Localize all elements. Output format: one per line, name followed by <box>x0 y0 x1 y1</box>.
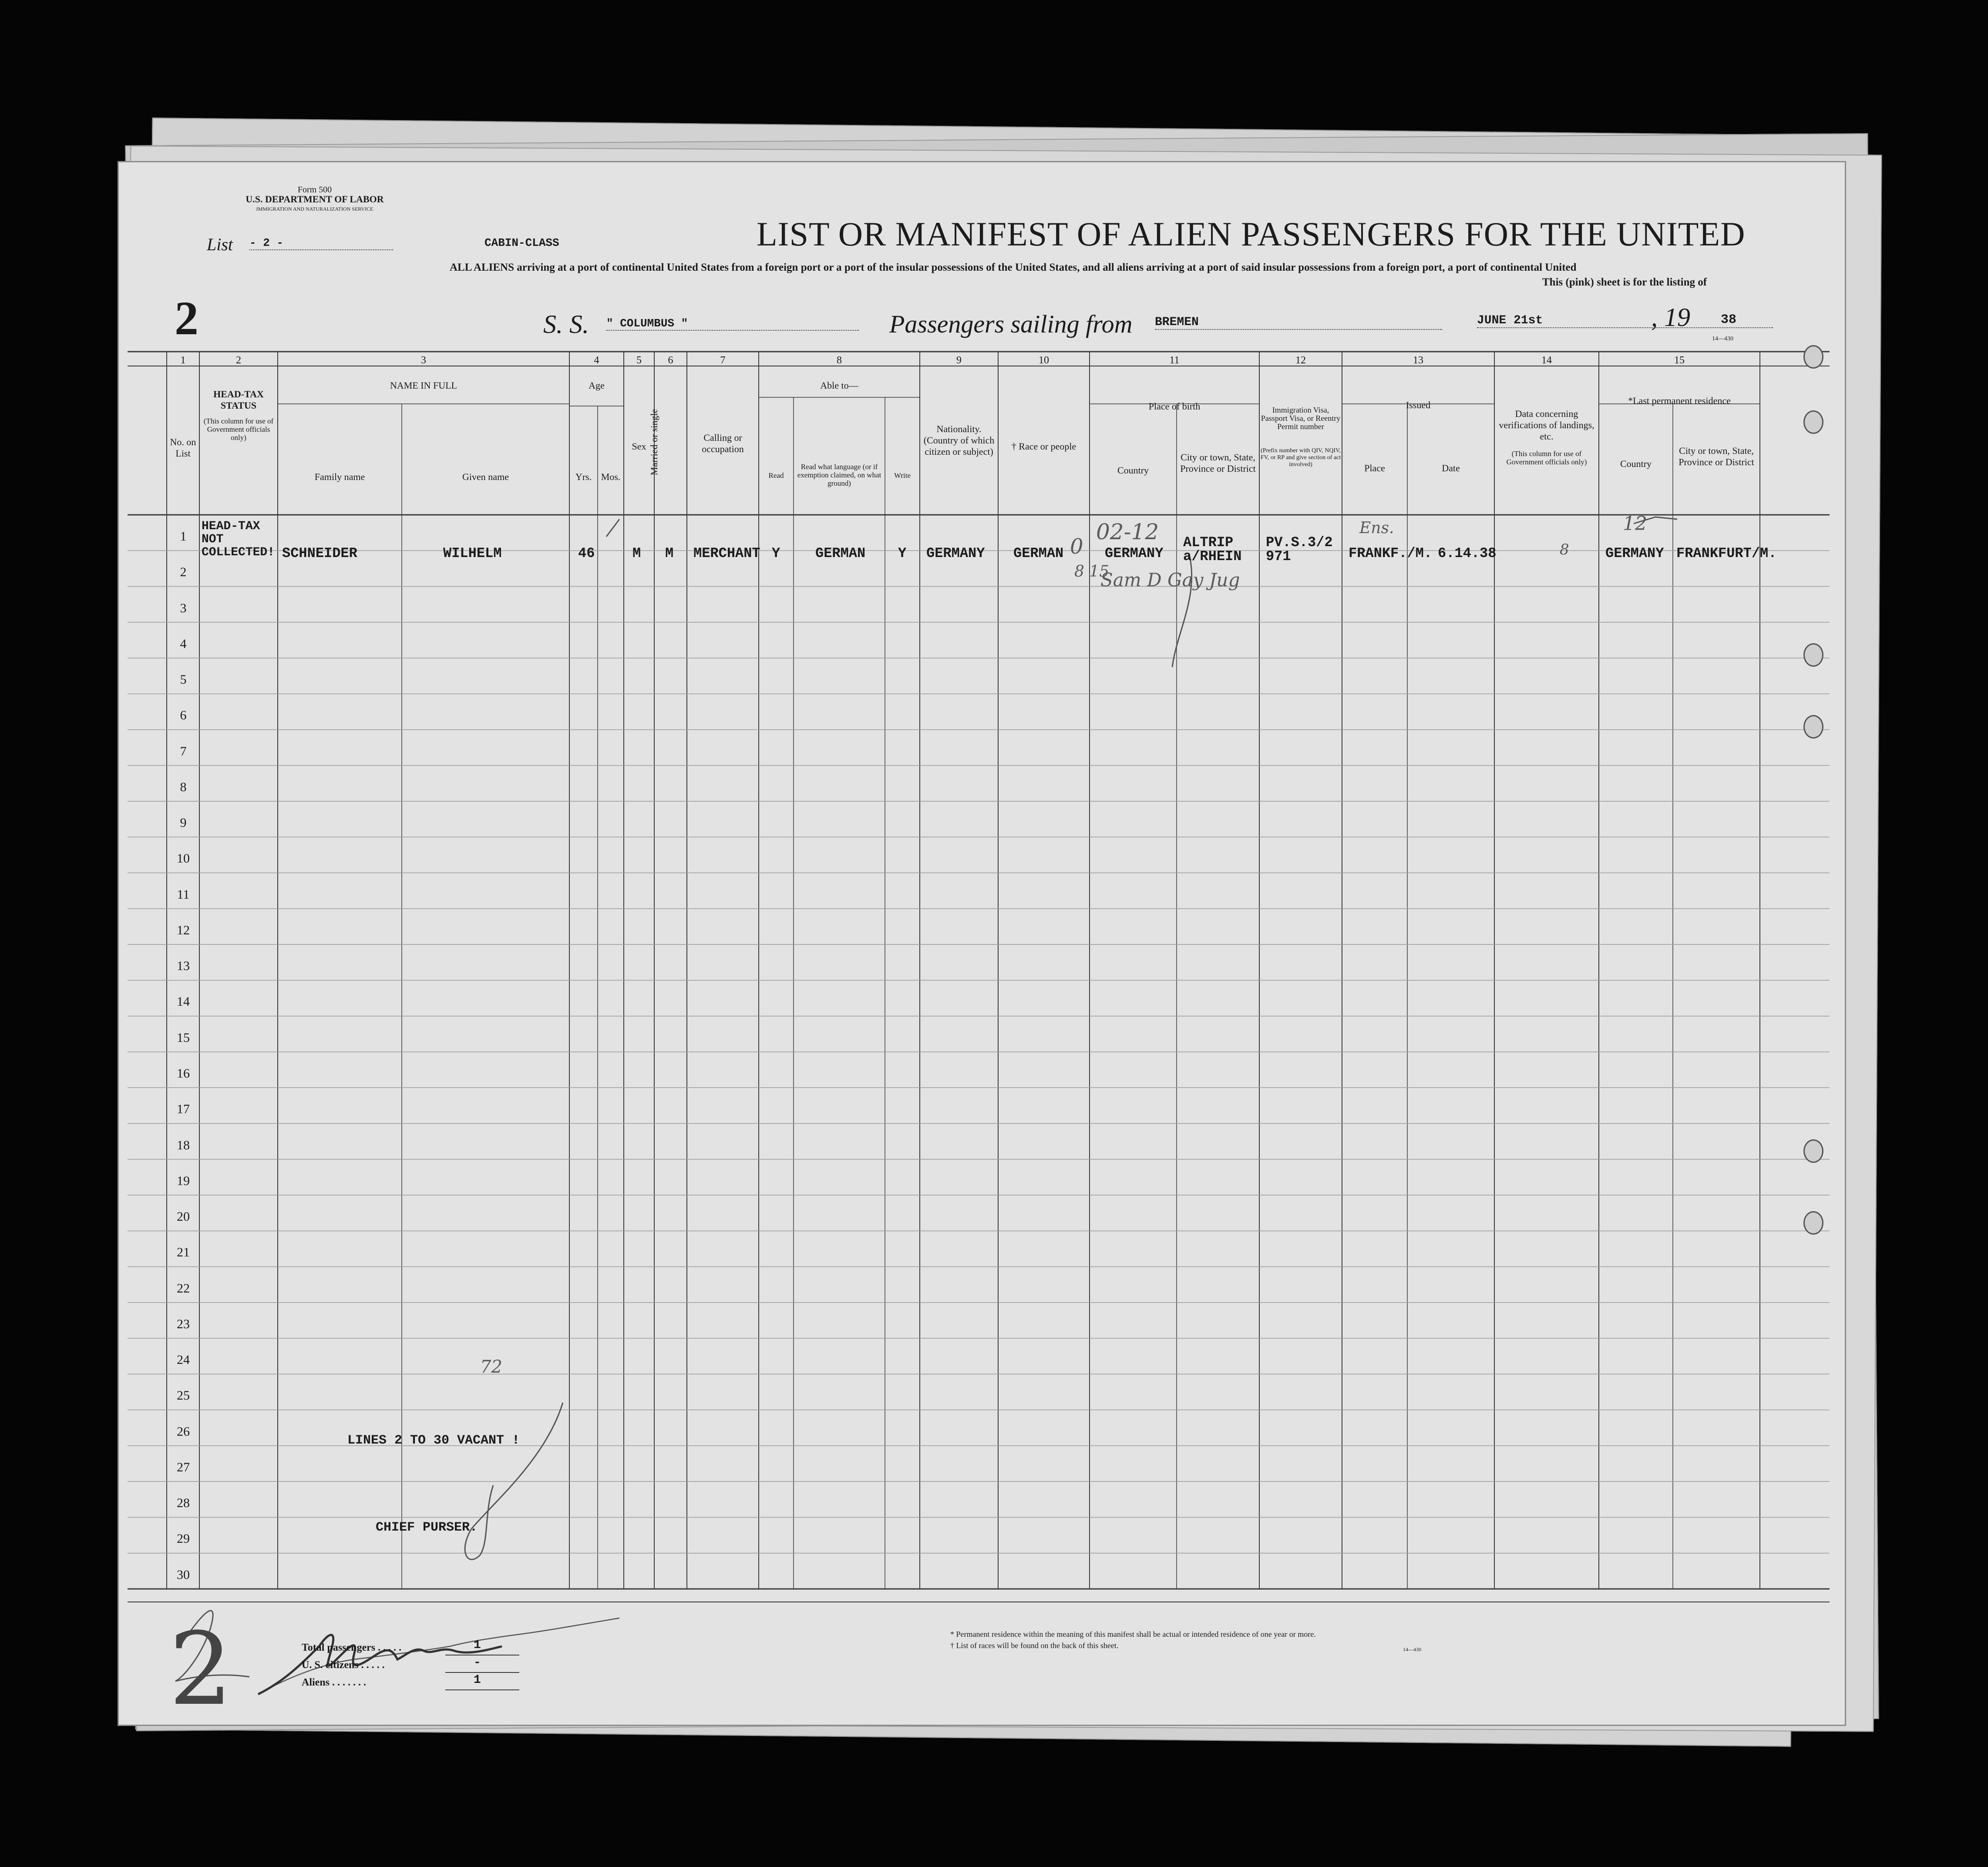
hdr-sex: Sex <box>632 441 646 452</box>
hdr-name-in-full: NAME IN FULL <box>390 380 457 391</box>
entry-race: GERMAN <box>1013 545 1064 561</box>
head-tax-line-3: COLLECTED! <box>202 546 275 559</box>
entry-nationality: GERMANY <box>926 545 985 561</box>
department: U.S. DEPARTMENT OF LABOR <box>246 194 384 205</box>
aliens-value: 1 <box>474 1673 481 1687</box>
cabin-class: CABIN-CLASS <box>484 236 559 249</box>
page-mark: 2 <box>175 292 198 345</box>
hdr-last-residence: *Last permanent residence <box>1628 395 1731 406</box>
manifest-subtitle-2: This (pink) sheet is for the listing of <box>1542 276 1707 288</box>
hdr-visa-note: (Prefix number with QIV, NQIV, FV, or RP and give section of act involved) <box>1260 447 1341 468</box>
row-number: 29 <box>177 1531 190 1546</box>
sailing-date: JUNE 21st <box>1477 314 1773 328</box>
manifest-sheet <box>118 161 1846 1726</box>
ship-name: " COLUMBUS " <box>606 317 859 331</box>
hdr-nationality: Nationality. (Country of which citizen or subject) <box>923 423 995 457</box>
entry-language: GERMAN <box>815 545 866 561</box>
head-tax-line-1: HEAD-TAX <box>202 520 260 533</box>
footnote-code: 14—430 <box>1403 1646 1421 1652</box>
binder-hole-5 <box>1803 1139 1823 1163</box>
row-number: 2 <box>180 565 187 580</box>
row-number: 21 <box>177 1245 190 1260</box>
row-number: 27 <box>177 1460 190 1474</box>
row-number: 7 <box>180 744 187 759</box>
col-num-14: 14 <box>1541 355 1552 366</box>
hdr-calling: Calling or occupation <box>702 432 744 454</box>
row-number: 24 <box>177 1353 190 1367</box>
binder-hole-6 <box>1803 1211 1823 1235</box>
birth-city-line-2: a/RHEIN <box>1183 548 1242 564</box>
birth-city-line-1: ALTRIP <box>1183 534 1234 551</box>
hand-815: 8 15 <box>1074 563 1110 581</box>
entry-age: 46 <box>578 545 595 561</box>
binder-hole-3 <box>1803 643 1823 667</box>
hdr-data-concerning: Data concerning verifications of landings, etc. <box>1499 408 1594 442</box>
vacant-lines-note: LINES 2 TO 30 VACANT ! <box>347 1433 520 1448</box>
entry-birth-city <box>1183 536 1241 564</box>
row-number: 25 <box>177 1388 190 1403</box>
row-number: 9 <box>180 816 187 830</box>
port-of-departure: BREMEN <box>1155 316 1442 330</box>
row-number: 30 <box>177 1567 190 1582</box>
col-num-2: 2 <box>236 355 241 366</box>
col-num-6: 6 <box>668 355 673 366</box>
hdr-race: † Race or people <box>1011 441 1076 452</box>
list-label: List <box>207 235 233 254</box>
visa-line-1: PV.S.3/2 <box>1266 534 1333 551</box>
hdr-res-city: City or town, State, Province or District <box>1679 445 1754 467</box>
entry-res-city: FRANKFURT/M. <box>1676 545 1777 561</box>
hdr-given-name: Given name <box>462 471 509 482</box>
hand-zero: 0 <box>1070 534 1083 559</box>
hand-ens: Ens. <box>1359 519 1394 537</box>
list-number: - 2 - <box>249 236 393 250</box>
hdr-visa: Immigration Visa, Passport Visa, or Reentry Permit number <box>1261 406 1341 431</box>
hdr-issued: Issued <box>1406 400 1431 410</box>
col-num-9: 9 <box>956 355 962 366</box>
entry-visa <box>1266 536 1333 564</box>
footnote-races: † List of races will be found on the back of this sheet. <box>950 1641 1119 1650</box>
total-passengers-value: 1 <box>474 1639 481 1652</box>
entry-birth-country: GERMANY <box>1105 545 1164 561</box>
col-num-15: 15 <box>1674 355 1685 366</box>
hand-birth-note: Sam D Gay Jug <box>1100 569 1240 591</box>
manifest-title: LIST OR MANIFEST OF ALIEN PASSENGERS FOR THE UNITED <box>757 215 1746 253</box>
us-citizens-value: - <box>474 1656 481 1669</box>
col-num-3: 3 <box>421 355 426 366</box>
col-num-7: 7 <box>720 355 726 366</box>
us-citizens-label: U. S. citizens . . . . . <box>302 1659 385 1671</box>
hand-8: 8 <box>1560 541 1569 558</box>
hdr-res-country: Country <box>1620 458 1652 469</box>
aliens-label: Aliens . . . . . . . <box>302 1677 367 1688</box>
hdr-age: Age <box>589 380 605 391</box>
entry-married: M <box>665 545 674 561</box>
row-number: 17 <box>177 1102 190 1117</box>
sailing-label: Passengers sailing from <box>889 310 1133 338</box>
row-number: 15 <box>177 1030 190 1045</box>
hand-12: 12 <box>1623 513 1647 535</box>
hdr-married: Married or single <box>649 409 659 476</box>
corner-code: 14—430 <box>1712 336 1733 342</box>
entry-issued-place: FRANKF./M. <box>1349 545 1433 561</box>
service: IMMIGRATION AND NATURALIZATION SERVICE <box>256 206 373 212</box>
row-number: 8 <box>180 779 187 794</box>
hdr-write: Write <box>894 471 911 480</box>
table-grid <box>119 162 1845 1725</box>
row-number: 19 <box>177 1173 190 1188</box>
row-number: 14 <box>177 994 190 1009</box>
entry-occupation: MERCHANT <box>693 545 760 561</box>
head-tax-line-2: NOT <box>202 533 224 546</box>
hdr-head-tax-note: (This column for use of Government officials only) <box>203 417 274 442</box>
row-number: 3 <box>180 601 187 615</box>
row-number: 23 <box>177 1316 190 1331</box>
col-num-5: 5 <box>636 355 642 366</box>
visa-line-2: 971 <box>1266 548 1291 564</box>
row-number: 16 <box>177 1066 190 1081</box>
hdr-issued-place: Place <box>1364 463 1385 473</box>
row-number: 4 <box>180 636 187 651</box>
entry-given-name: WILHELM <box>443 545 502 561</box>
row-number: 13 <box>177 959 190 974</box>
col-num-12: 12 <box>1295 355 1306 366</box>
row-number: 18 <box>177 1138 190 1152</box>
hdr-data-note: (This column for use of Government officials only) <box>1506 450 1587 466</box>
row-number: 1 <box>180 529 187 544</box>
hdr-yrs: Yrs. <box>575 471 592 482</box>
col-num-4: 4 <box>594 355 599 366</box>
manifest-subtitle: ALL ALIENS arriving at a port of continental United States from a foreign port or a port of the insular possessions of the United States, and all aliens arriving at a port of said insular possessions from a foreign port, a port of continental United <box>450 262 1577 273</box>
row-number: 10 <box>177 851 190 866</box>
chief-purser-label: CHIEF PURSER. <box>376 1520 478 1535</box>
hdr-mos: Mos. <box>601 471 621 482</box>
row-number: 5 <box>180 672 187 687</box>
row-number: 12 <box>177 923 190 937</box>
year-prefix: , 19 <box>1651 303 1690 332</box>
entry-head-tax <box>202 520 275 559</box>
hdr-place-of-birth: Place of birth <box>1148 401 1201 412</box>
ship-label: S. S. <box>543 310 589 339</box>
binder-hole-2 <box>1803 410 1823 434</box>
hdr-issued-date: Date <box>1442 463 1460 473</box>
hdr-family-name: Family name <box>314 471 365 482</box>
entry-write: Y <box>898 545 907 561</box>
entry-read: Y <box>772 545 780 561</box>
form-number: Form 500 <box>297 185 332 195</box>
col-num-8: 8 <box>837 355 842 366</box>
hdr-able-to: Able to— <box>820 380 858 391</box>
hdr-head-tax: HEAD-TAX STATUS <box>213 389 264 411</box>
hdr-birth-city: City or town, State, Province or District <box>1180 452 1256 474</box>
hdr-no-on-list: No. on List <box>170 437 196 459</box>
entry-issued-date: 6.14.38 <box>1438 545 1497 561</box>
hdr-read-language: Read what language (or if exemption claimed, on what ground) <box>797 463 881 487</box>
col-num-11: 11 <box>1169 355 1180 366</box>
col-num-1: 1 <box>180 355 186 366</box>
row-number: 26 <box>177 1424 190 1439</box>
year-value: 38 <box>1721 312 1737 327</box>
hand-0212: 02-12 <box>1096 519 1159 544</box>
entry-sex: M <box>632 545 641 561</box>
col-num-13: 13 <box>1413 355 1423 366</box>
hdr-birth-country: Country <box>1117 465 1149 476</box>
row-number: 11 <box>177 887 190 902</box>
big-handwritten-2: 2 <box>169 1612 233 1728</box>
row-number: 28 <box>177 1496 190 1511</box>
binder-hole-4 <box>1803 715 1823 739</box>
footnote-permanent: * Permanent residence within the meaning of this manifest shall be actual or intended residence of one year or more. <box>950 1630 1316 1639</box>
col-num-10: 10 <box>1039 355 1049 366</box>
entry-family-name: SCHNEIDER <box>282 545 357 561</box>
row-number: 22 <box>177 1281 190 1296</box>
row-number: 20 <box>177 1209 190 1224</box>
entry-res-country: GERMANY <box>1605 545 1664 561</box>
hand-72: 72 <box>480 1357 502 1377</box>
total-passengers-label: Total passengers . . . . . <box>302 1642 402 1653</box>
hdr-read: Read <box>768 471 784 480</box>
binder-hole-1 <box>1803 345 1823 369</box>
row-number: 6 <box>180 708 187 723</box>
